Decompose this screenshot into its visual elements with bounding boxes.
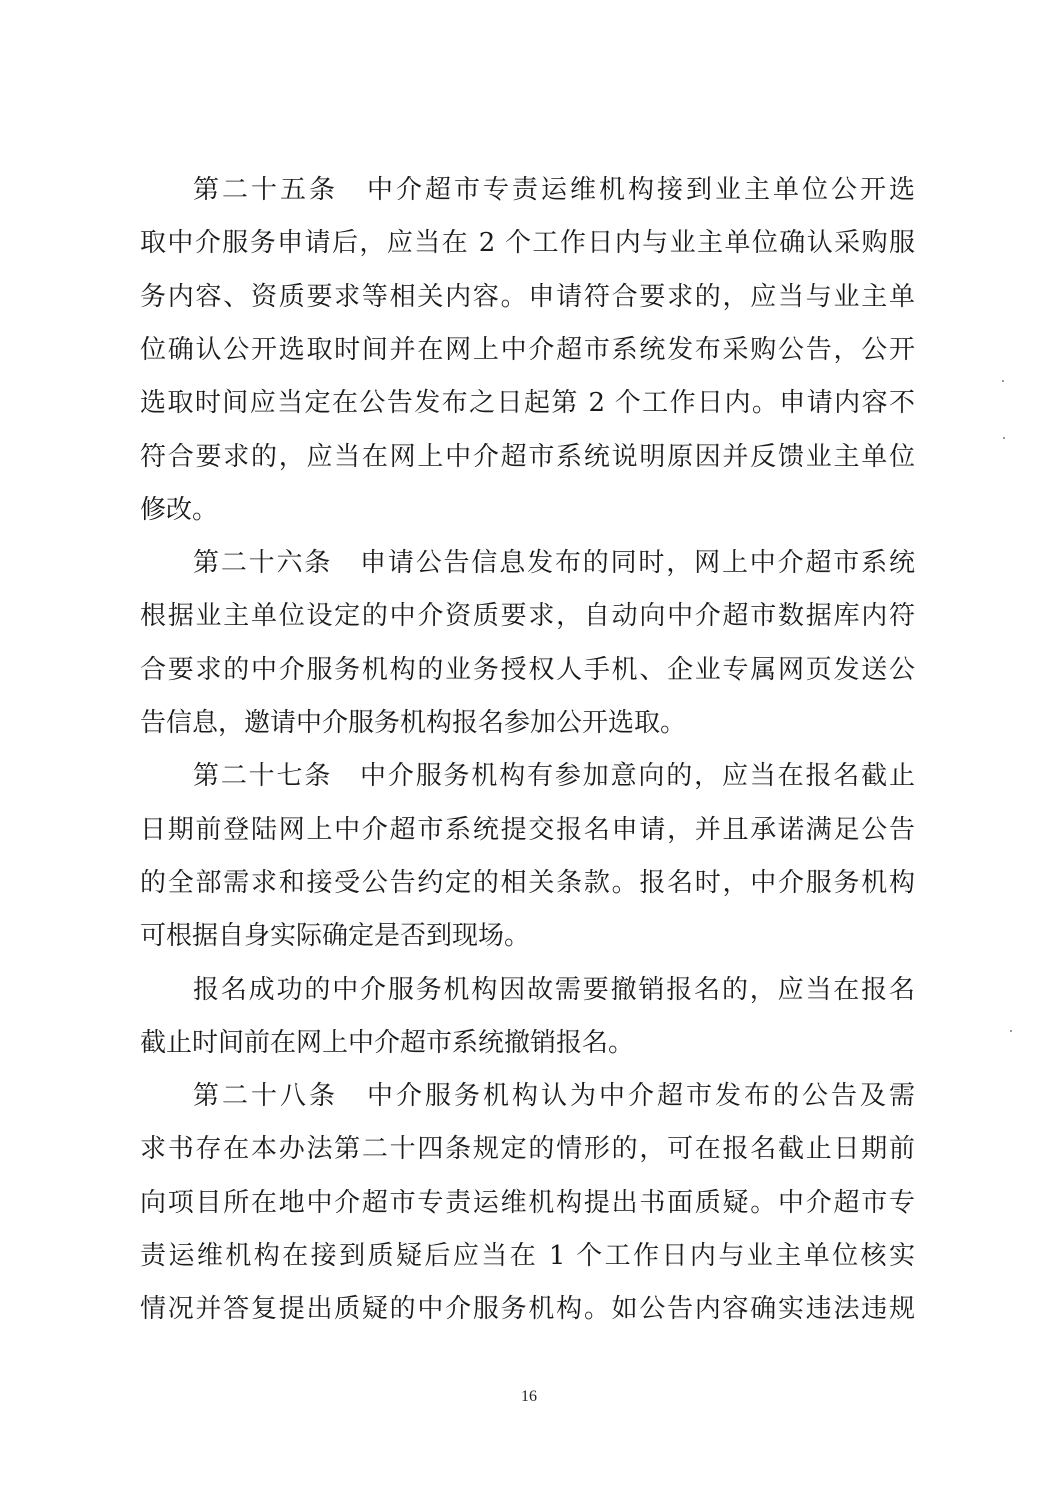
- text-line: 责运维机构在接到质疑后应当在 1 个工作日内与业主单位核实: [140, 1241, 915, 1271]
- scan-speck: [1010, 1030, 1012, 1032]
- text-line: 截止时间前在网上中介超市系统撤销报名。: [140, 1027, 635, 1058]
- scan-speck: [1003, 437, 1005, 439]
- scan-speck: [1002, 380, 1004, 382]
- text-line: 修改。: [140, 494, 219, 525]
- text-line: 告信息，邀请中介服务机构报名参加公开选取。: [140, 708, 687, 738]
- text-line: 第二十六条 申请公告信息发布的同时，网上中介超市系统: [193, 548, 915, 579]
- text-line: 合要求的中介服务机构的业务授权人手机、企业专属网页发送公: [140, 654, 915, 685]
- text-line: 务内容、资质要求等相关内容。申请符合要求的，应当与业主单: [140, 281, 915, 312]
- text-line: 符合要求的，应当在网上中介超市系统说明原因并反馈业主单位: [140, 441, 915, 472]
- text-line: 可根据自身实际确定是否到现场。: [140, 921, 531, 952]
- text-line: 根据业主单位设定的中介资质要求，自动向中介超市数据库内符: [140, 601, 915, 632]
- text-line: 的全部需求和接受公告约定的相关条款。报名时，中介服务机构: [140, 867, 915, 898]
- text-line: 向项目所在地中介超市专责运维机构提出书面质疑。中介超市专: [140, 1187, 915, 1218]
- text-line: 取中介服务申请后，应当在 2 个工作日内与业主单位确认采购服: [140, 228, 915, 259]
- text-line: 日期前登陆网上中介超市系统提交报名申请，并且承诺满足公告: [140, 814, 915, 845]
- text-line: 报名成功的中介服务机构因故需要撤销报名的，应当在报名: [193, 974, 915, 1005]
- text-line: 情况并答复提出质疑的中介服务机构。如公告内容确实违法违规: [140, 1294, 915, 1325]
- text-line: 求书存在本办法第二十四条规定的情形的，可在报名截止日期前: [140, 1134, 915, 1165]
- text-line: 第二十八条 中介服务机构认为中介超市发布的公告及需: [193, 1081, 915, 1112]
- text-line: 选取时间应当定在公告发布之日起第 2 个工作日内。申请内容不: [140, 388, 915, 419]
- text-line: 第二十七条 中介服务机构有参加意向的，应当在报名截止: [193, 761, 915, 792]
- text-line: 位确认公开选取时间并在网上中介超市系统发布采购公告，公开: [140, 334, 915, 365]
- page-number: 16: [521, 1388, 537, 1405]
- text-line: 第二十五条 中介超市专责运维机构接到业主单位公开选: [193, 175, 915, 205]
